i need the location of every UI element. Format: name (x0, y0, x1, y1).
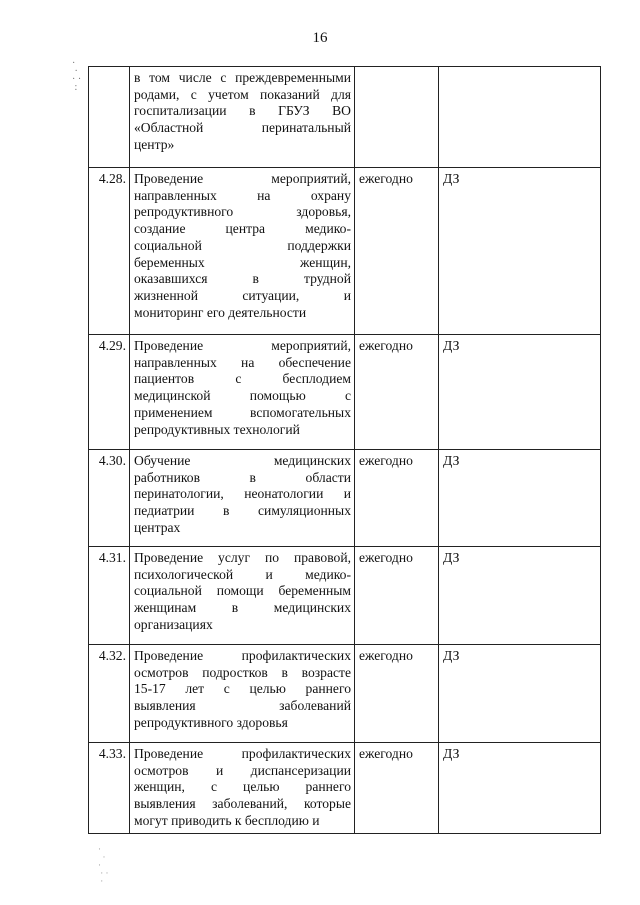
table-row (89, 450, 601, 547)
description-line: направленных на обеспечение (134, 354, 351, 370)
description-line: создание центра медико- (134, 221, 351, 237)
description-line: работников в области (134, 469, 351, 485)
description-line: родами, с учетом показаний для (134, 86, 351, 102)
description-line: мониторинг его деятельности (134, 304, 307, 320)
description-line: Проведение услуг по правовой, (134, 550, 351, 565)
description-line: социальной помощи беременным (134, 583, 351, 599)
table-row (89, 743, 601, 834)
description-line: организациях (134, 616, 213, 632)
description-line: женщинам в медицинских (134, 600, 351, 616)
item-executor: ДЗ (439, 168, 601, 335)
item-term: ежегодно (355, 450, 439, 547)
scan-artifact: · · · · : (72, 58, 82, 93)
item-number: 4.31. (89, 547, 130, 645)
scan-artifact: · · · · · · (98, 844, 109, 886)
description-line: женщин, с целью раннего (134, 779, 351, 795)
description-line: Проведение мероприятий, (134, 338, 351, 353)
item-executor: ДЗ (439, 645, 601, 743)
table-row (89, 335, 601, 450)
item-description (130, 547, 355, 645)
plan-table-body (89, 67, 601, 834)
description-line: Обучение медицинских (134, 453, 351, 468)
description-line: выявления заболеваний, которые (134, 796, 351, 812)
description-line: репродуктивного здоровья, (134, 204, 351, 220)
description-line: центрах (134, 519, 181, 535)
item-term: ежегодно (355, 645, 439, 743)
plan-table (88, 66, 601, 834)
description-line: выявления заболеваний (134, 698, 351, 714)
description-line: в том числе с преждевременными (134, 70, 351, 85)
description-line: 15-17 лет с целью раннего (134, 681, 351, 697)
description-line: могут приводить к бесплодию и (134, 812, 320, 828)
item-term (355, 67, 439, 168)
description-line: медицинской помощью с (134, 388, 351, 404)
description-line: беременных женщин, (134, 254, 351, 270)
item-description (130, 645, 355, 743)
description-line: направленных на охрану (134, 187, 351, 203)
item-description (130, 67, 355, 168)
item-description (130, 168, 355, 335)
description-line: Проведение мероприятий, (134, 171, 351, 186)
description-line: Проведение профилактических (134, 746, 351, 761)
table-row (89, 645, 601, 743)
item-number: 4.29. (89, 335, 130, 450)
item-term: ежегодно (355, 547, 439, 645)
item-number (89, 67, 130, 168)
item-number: 4.33. (89, 743, 130, 834)
description-line: репродуктивных технологий (134, 421, 300, 437)
table-row (89, 168, 601, 335)
description-line: центр» (134, 136, 175, 152)
description-line: педиатрии в симуляционных (134, 503, 351, 519)
item-description (130, 743, 355, 834)
item-number: 4.30. (89, 450, 130, 547)
item-executor: ДЗ (439, 547, 601, 645)
item-term: ежегодно (355, 168, 439, 335)
item-executor: ДЗ (439, 335, 601, 450)
item-description (130, 450, 355, 547)
table-row (89, 67, 601, 168)
item-term: ежегодно (355, 335, 439, 450)
description-line: Проведение профилактических (134, 648, 351, 663)
item-executor: ДЗ (439, 450, 601, 547)
item-executor (439, 67, 601, 168)
description-line: оказавшихся в трудной (134, 271, 351, 287)
description-line: пациентов с бесплодием (134, 371, 351, 387)
table-row (89, 547, 601, 645)
description-line: госпитализации в ГБУЗ ВО (134, 103, 351, 119)
description-line: социальной поддержки (134, 237, 351, 253)
item-description (130, 335, 355, 450)
description-line: применением вспомогательных (134, 404, 351, 420)
item-number: 4.28. (89, 168, 130, 335)
description-line: жизненной ситуации, и (134, 287, 351, 303)
item-term: ежегодно (355, 743, 439, 834)
item-executor: ДЗ (439, 743, 601, 834)
description-line: осмотров и диспансеризации (134, 762, 351, 778)
description-line: репродуктивного здоровья (134, 714, 288, 730)
item-number: 4.32. (89, 645, 130, 743)
description-line: «Областной перинатальный (134, 120, 351, 136)
description-line: перинатологии, неонатологии и (134, 486, 351, 502)
description-line: осмотров подростков в возрасте (134, 664, 351, 680)
page-number: 16 (312, 30, 328, 46)
description-line: психологической и медико- (134, 566, 351, 582)
